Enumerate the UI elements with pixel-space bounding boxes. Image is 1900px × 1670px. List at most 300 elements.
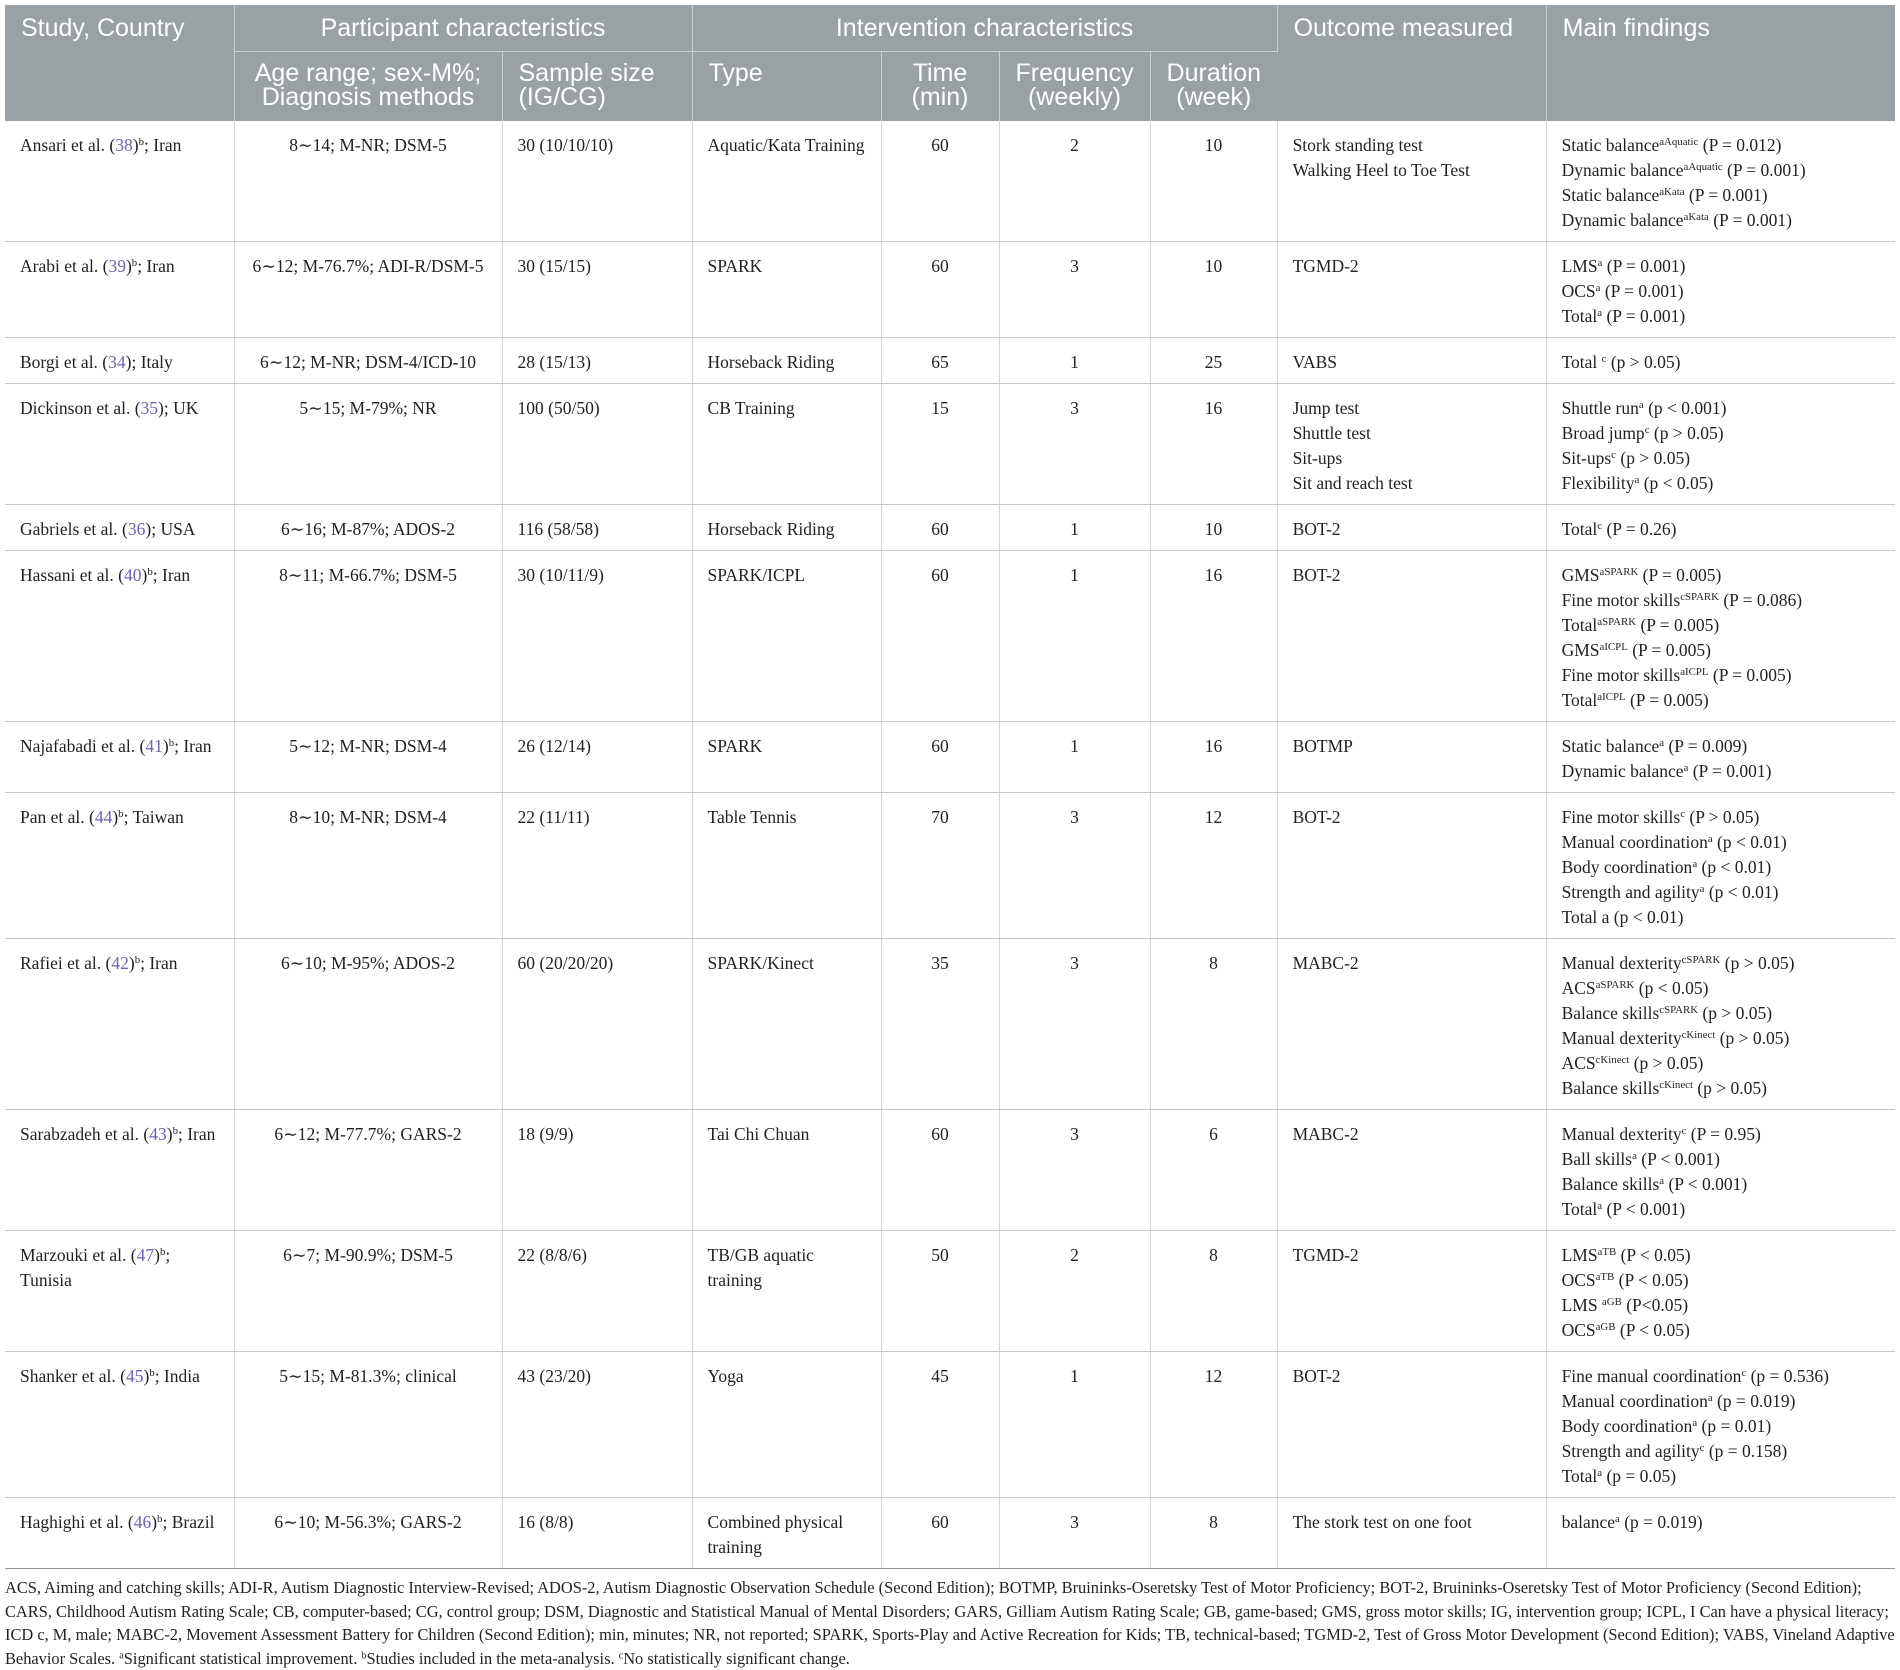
finding-line [1562,563,1881,588]
finding-note-mark: aICPL [1599,641,1628,654]
outcome-line: VABS [1292,352,1337,372]
finding-p-value: (P > 0.05) [1685,807,1760,827]
finding-note-mark: aSPARK [1599,566,1639,579]
footnote-abbreviations: ACS, Aiming and catching skills; ADI-R, Autism Diagnostic Interview-Revised; ADOS-2, Autism Diagnostic Observation Schedule (Second Edition); BOTMP, Bruininks-Oseretsky Test of Motor Proficiency; BOT-2, Bruininks-Oseretsky Test of Motor Proficiency (Second Edition); CARS, Childhood Autism Rating Scale; CB, computer-based; CG, control group; DSM, Diagnostic and Statistical Manual of Mental Disorders; GARS, Gilliam Autism Rating Scale; GB, game-based; GMS, gross motor skills; IG, intervention group; ICPL, I Can have a physical literacy; ICD c, M, male; MABC-2, Movement Assessment Battery for Children (Second Edition); min, minutes; NR, not reported; SPARK, Sports-Play and Active Recreation for Kids; TB, technical-based; TGMD-2, Test of Gross Motor Development (Second Edition); VABS, Vineland Adaptive Behavior Scales. [5,1578,1895,1668]
finding-label: Static balance [1561,736,1660,756]
finding-p-value: (P<0.05) [1621,1295,1689,1315]
finding-label: Static balance [1561,135,1660,155]
finding-label: Dynamic balance [1561,160,1684,180]
finding-label: Total [1561,306,1598,326]
table-row [5,1352,1895,1498]
finding-label: Fine motor skills [1561,665,1681,685]
finding-p-value: (P = 0.001) [1602,306,1686,326]
finding-line [1562,588,1881,613]
intervention-type-cell: Table Tennis [692,793,881,939]
finding-line [1562,951,1881,976]
sample-size-cell: 30 (15/15) [502,242,692,338]
age-sex-diagnosis-cell: 6∼10; M-95%; ADOS-2 [234,939,502,1110]
table-row [5,1231,1895,1352]
age-sex-diagnosis-cell: 5∼12; M-NR; DSM-4 [234,722,502,793]
finding-note-mark: a [1597,257,1603,270]
finding-line [1562,396,1881,421]
finding-line [1562,1147,1881,1172]
finding-note-mark: aGB [1601,1296,1622,1309]
finding-note-mark: aAquatic [1659,136,1699,149]
study-cell: Najafabadi et al. $(41)^b$; Iran [5,722,234,793]
duration-cell: 10 [1150,121,1277,242]
header-sample-size: Sample size (IG/CG) [502,51,692,121]
time-cell: 65 [881,338,999,384]
finding-line [1562,471,1881,496]
frequency-cell: 2 [999,121,1150,242]
table-header [5,5,1895,121]
finding-label: LMS [1561,1245,1598,1265]
finding-line [1562,1364,1881,1389]
findings-cell [1546,551,1895,722]
finding-line [1562,1026,1881,1051]
header-participant-characteristics: Participant characteristics [234,5,692,51]
sample-size-cell: 16 (8/8) [502,1498,692,1569]
finding-p-value: (p = 0.019) [1712,1391,1796,1411]
study-note-mark: b [138,136,144,149]
table-row [5,121,1895,242]
finding-p-value: (P = 0.005) [1625,690,1709,710]
finding-p-value: (P = 0.001) [1688,761,1772,781]
frequency-cell: 1 [999,338,1150,384]
finding-line [1562,208,1881,233]
finding-p-value: (P < 0.001) [1636,1149,1720,1169]
duration-cell: 12 [1150,1352,1277,1498]
finding-p-value: (p = 0.01) [1697,1416,1772,1436]
finding-note-mark: a [1597,307,1603,320]
header-age-sex-diagnosis: Age range; sex-M%; Diagnosis methods [234,51,502,121]
finding-p-value: (P = 0.005) [1627,640,1711,660]
finding-label: ACS [1561,978,1596,998]
finding-p-value: (P = 0.95) [1686,1124,1761,1144]
finding-note-mark: aTB [1595,1271,1615,1284]
time-cell: 15 [881,384,999,505]
intervention-type-cell: Yoga [692,1352,881,1498]
finding-label: Balance skills [1561,1078,1660,1098]
findings-cell [1546,242,1895,338]
finding-note-mark: c [1681,1125,1687,1138]
time-cell: 60 [881,121,999,242]
outcome-cell [1277,1498,1546,1569]
finding-p-value: (p > 0.05) [1720,953,1795,973]
time-cell: 60 [881,242,999,338]
outcome-line: MABC-2 [1292,1124,1359,1144]
study-country: ; India [154,1366,200,1386]
finding-line [1562,446,1881,471]
table-row [5,793,1895,939]
time-cell: 60 [881,1498,999,1569]
finding-label: OCS [1561,1320,1596,1340]
age-sex-diagnosis-cell: 5∼15; M-81.3%; clinical [234,1352,502,1498]
study-note-mark: b [157,1513,163,1526]
reference-link[interactable]: 42 [111,953,129,973]
outcome-line: The stork test on one foot [1292,1512,1472,1532]
table-row [5,939,1895,1110]
finding-line [1562,421,1881,446]
duration-cell: 25 [1150,338,1277,384]
reference-link[interactable]: 47 [136,1245,155,1265]
finding-label: Total [1561,1466,1598,1486]
study-cell: Gabriels et al. (36); USA [5,505,234,551]
frequency-cell: 3 [999,242,1150,338]
finding-p-value: (P = 0.001) [1722,160,1806,180]
finding-line [1562,1439,1881,1464]
study-cell: Shanker et al. $(45)^b$; India [5,1352,234,1498]
outcome-cell [1277,1352,1546,1498]
finding-p-value: (P = 0.005) [1708,665,1792,685]
table-body [5,121,1895,1569]
outcome-line: Stork standing test [1292,135,1423,155]
outcome-cell [1277,384,1546,505]
time-cell: 60 [881,551,999,722]
age-sex-diagnosis-cell: 6∼12; M-76.7%; ADI-R/DSM-5 [234,242,502,338]
intervention-type-cell: Aquatic/Kata Training [692,121,881,242]
study-author: Borgi et al. ( [20,352,109,372]
finding-note-mark: a [1615,1513,1620,1526]
finding-label: Fine manual coordination [1561,1366,1742,1386]
finding-label: Sit-ups [1561,448,1612,468]
finding-p-value: (P = 0.005) [1638,565,1722,585]
table-row [5,551,1895,722]
outcome-line: BOT-2 [1292,565,1341,585]
finding-label: Manual coordination [1561,1391,1708,1411]
header-outcome-measured: Outcome measured [1277,5,1546,121]
reference-link[interactable]: 40 [124,565,142,585]
study-author: Pan et al. ( [20,807,95,827]
finding-note-mark: a [1707,1392,1713,1405]
study-cell: Pan et al. $(44)^b$; Taiwan [5,793,234,939]
finding-note-mark: aSPARK [1595,979,1635,992]
intervention-type-cell: SPARK [692,242,881,338]
finding-label: Dynamic balance [1561,210,1684,230]
frequency-cell: 1 [999,722,1150,793]
time-cell: 45 [881,1352,999,1498]
finding-note-mark: a [1659,737,1665,750]
study-note-mark: b [168,737,175,750]
finding-note-mark: a [1707,833,1713,846]
finding-label: Body coordination [1561,1416,1693,1436]
intervention-type-cell: TB/GB aquatic training [692,1231,881,1352]
study-note-mark: b [147,566,153,579]
duration-cell: 16 [1150,551,1277,722]
outcome-line: Walking Heel to Toe Test [1292,160,1470,180]
table-row [5,722,1895,793]
finding-note-mark: a [1659,1175,1665,1188]
finding-line [1562,254,1881,279]
header-duration: Duration (week) [1150,51,1277,121]
outcome-line: BOT-2 [1292,519,1341,539]
finding-note-mark: cSPARK [1681,954,1721,967]
finding-label: Shuttle run [1561,398,1639,418]
frequency-cell: 1 [999,505,1150,551]
outcome-line: Shuttle test [1292,423,1371,443]
finding-line [1562,1389,1881,1414]
header-type: Type [692,51,881,121]
finding-note-mark: a [1597,1467,1603,1480]
duration-cell: 8 [1150,1498,1277,1569]
footnote-a-text: Significant statistical improvement. [123,1648,358,1668]
finding-note-mark: cKinect [1595,1054,1630,1067]
study-note-mark: b [134,954,141,967]
finding-line [1562,880,1881,905]
duration-cell: 10 [1150,242,1277,338]
time-cell: 60 [881,722,999,793]
finding-line [1562,1243,1881,1268]
reference-link[interactable]: 39 [108,256,126,276]
time-cell: 70 [881,793,999,939]
reference-link[interactable]: 46 [133,1512,152,1532]
finding-label: Strength and agility [1561,1441,1700,1461]
sample-size-cell: 26 (12/14) [502,722,692,793]
finding-note-mark: cSPARK [1659,1004,1699,1017]
study-cell: Haghighi et al. $(46)^b$; Brazil [5,1498,234,1569]
sample-size-cell: 22 (11/11) [502,793,692,939]
finding-note-mark: c [1644,424,1650,437]
duration-cell: 8 [1150,939,1277,1110]
outcome-line: MABC-2 [1292,953,1359,973]
finding-line [1562,976,1881,1001]
reference-link[interactable]: 36 [127,519,146,539]
intervention-type-cell: CB Training [692,384,881,505]
findings-cell [1546,1352,1895,1498]
finding-note-mark: a [1699,883,1705,896]
finding-note-mark: cSPARK [1680,591,1719,604]
finding-label: Dynamic balance [1561,761,1684,781]
table-container [5,5,1895,1670]
study-note-mark: b [159,1246,166,1259]
finding-line [1562,1001,1881,1026]
time-cell: 35 [881,939,999,1110]
frequency-cell: 3 [999,1110,1150,1231]
finding-p-value: (p > 0.05) [1616,448,1691,468]
outcome-line: BOT-2 [1292,807,1341,827]
finding-label: OCS [1561,281,1596,301]
finding-p-value: (p < 0.01) [1704,882,1779,902]
finding-label: Manual dexterity [1561,1124,1682,1144]
duration-cell: 16 [1150,384,1277,505]
finding-p-value: (p < 0.05) [1639,473,1714,493]
finding-note-mark: a [1638,399,1644,412]
finding-p-value: (p = 0.019) [1619,1512,1703,1532]
finding-p-value: (p > 0.05) [1606,352,1681,372]
reference-link[interactable]: 34 [108,352,126,372]
finding-note-mark: c [1601,353,1607,366]
finding-line [1562,1172,1881,1197]
intervention-type-cell: Combined physical training [692,1498,881,1569]
finding-label: Static balance [1561,185,1660,205]
finding-line [1562,279,1881,304]
finding-p-value: (P < 0.001) [1602,1199,1686,1219]
finding-label: balance [1561,1512,1615,1532]
table-row [5,1498,1895,1569]
table-row [5,242,1895,338]
finding-note-mark: a [1692,858,1698,871]
duration-cell: 16 [1150,722,1277,793]
reference-link[interactable]: 41 [145,736,163,756]
time-cell: 50 [881,1231,999,1352]
age-sex-diagnosis-cell: 6∼10; M-56.3%; GARS-2 [234,1498,502,1569]
finding-label: Flexibility [1561,473,1635,493]
outcome-line: TGMD-2 [1292,256,1359,276]
findings-cell [1546,939,1895,1110]
finding-note-mark: a [1597,1200,1603,1213]
finding-line [1562,1464,1881,1489]
finding-line [1562,830,1881,855]
finding-label: Balance skills [1561,1003,1660,1023]
outcome-line: TGMD-2 [1292,1245,1359,1265]
age-sex-diagnosis-cell: 8∼11; M-66.7%; DSM-5 [234,551,502,722]
study-author: Hassani et al. ( [20,565,124,585]
finding-p-value: (p > 0.05) [1698,1003,1773,1023]
finding-note-mark: aICPL [1597,691,1626,704]
age-sex-diagnosis-cell: 6∼7; M-90.9%; DSM-5 [234,1231,502,1352]
finding-line [1562,1293,1881,1318]
footnote-a-mark: a [119,1649,124,1661]
finding-note-mark: c [1611,449,1616,462]
sample-size-cell: 100 (50/50) [502,384,692,505]
duration-cell: 12 [1150,793,1277,939]
header-intervention-characteristics: Intervention characteristics [692,5,1277,51]
reference-link[interactable]: 44 [94,807,113,827]
header-frequency: Frequency (weekly) [999,51,1150,121]
finding-label: Total [1561,615,1598,635]
findings-cell [1546,722,1895,793]
outcome-line: Jump test [1292,398,1360,418]
intervention-type-cell: Tai Chi Chuan [692,1110,881,1231]
finding-label: LMS [1561,256,1598,276]
reference-link[interactable]: 38 [115,135,133,155]
finding-note-mark: cKinect [1659,1079,1693,1092]
study-note-mark: b [118,808,124,821]
study-author: Gabriels et al. ( [20,519,128,539]
finding-line [1562,1510,1881,1535]
table-row [5,338,1895,384]
study-country: ; Iran [137,256,175,276]
study-author: Shanker et al. ( [20,1366,126,1386]
study-country: ; Tunisia [20,1245,171,1290]
finding-label: Total [1561,690,1598,710]
finding-note-mark: aTB [1597,1246,1617,1259]
outcome-cell [1277,722,1546,793]
study-country: ; Iran [174,736,212,756]
findings-cell [1546,121,1895,242]
duration-cell: 6 [1150,1110,1277,1231]
finding-p-value: (p = 0.05) [1602,1466,1677,1486]
reference-link[interactable]: 45 [125,1366,144,1386]
finding-p-value: (P = 0.001) [1600,281,1684,301]
time-cell: 60 [881,1110,999,1231]
outcome-cell [1277,121,1546,242]
finding-label: Fine motor skills [1561,590,1681,610]
finding-label: Fine motor skills [1561,807,1681,827]
frequency-cell: 2 [999,1231,1150,1352]
findings-cell [1546,1231,1895,1352]
reference-link[interactable]: 43 [149,1124,167,1144]
study-country: ; Iran [177,1124,216,1144]
study-cell: Sarabzadeh et al. $(43)^b$; Iran [5,1110,234,1231]
study-country: ; Iran [140,953,178,973]
finding-p-value: (p < 0.05) [1634,978,1709,998]
finding-note-mark: a [1683,762,1689,775]
outcome-cell [1277,793,1546,939]
finding-p-value: (p = 0.536) [1746,1366,1829,1386]
study-cell: Borgi et al. (34); Italy [5,338,234,384]
finding-note-mark: aKata [1659,186,1685,199]
finding-note-mark: aGB [1595,1321,1616,1334]
finding-label: Total [1561,1199,1598,1219]
study-author: Rafiei et al. ( [20,953,112,973]
finding-line [1562,855,1881,880]
finding-p-value: (P < 0.05) [1616,1245,1691,1265]
finding-label: Manual dexterity [1561,1028,1682,1048]
study-country: ; Italy [131,352,173,372]
finding-line [1562,688,1881,713]
finding-p-value: (P = 0.005) [1636,615,1720,635]
finding-line [1562,1051,1881,1076]
finding-p-value: (P = 0.009) [1664,736,1748,756]
finding-note-mark: aICPL [1680,666,1709,679]
finding-note-mark: a [1634,474,1640,487]
finding-line [1562,734,1881,759]
finding-note-mark: aKata [1683,211,1709,224]
study-country: ; Brazil [162,1512,215,1532]
finding-p-value: (P = 0.012) [1698,135,1782,155]
finding-line [1562,1122,1881,1147]
finding-line [1562,183,1881,208]
reference-link[interactable]: 35 [140,398,159,418]
finding-p-value: (P = 0.26) [1602,519,1677,539]
sample-size-cell: 22 (8/8/6) [502,1231,692,1352]
study-country: ; Taiwan [123,807,184,827]
sample-size-cell: 18 (9/9) [502,1110,692,1231]
outcome-cell [1277,505,1546,551]
sample-size-cell: 30 (10/11/9) [502,551,692,722]
age-sex-diagnosis-cell: 6∼12; M-NR; DSM-4/ICD-10 [234,338,502,384]
finding-p-value: (P < 0.001) [1664,1174,1748,1194]
finding-label: OCS [1561,1270,1596,1290]
age-sex-diagnosis-cell: 6∼12; M-77.7%; GARS-2 [234,1110,502,1231]
sample-size-cell: 30 (10/10/10) [502,121,692,242]
outcome-line: BOTMP [1292,736,1353,756]
finding-line [1562,613,1881,638]
duration-cell: 8 [1150,1231,1277,1352]
sample-size-cell: 28 (15/13) [502,338,692,384]
finding-label: Strength and agility [1561,882,1700,902]
study-author: Sarabzadeh et al. ( [20,1124,150,1144]
findings-cell [1546,793,1895,939]
study-author: Ansari et al. ( [20,135,116,155]
finding-p-value: (P = 0.001) [1684,185,1768,205]
finding-label: ACS [1561,1053,1596,1073]
finding-p-value: (P < 0.05) [1614,1270,1689,1290]
finding-p-value: (p > 0.05) [1715,1028,1790,1048]
finding-label: Total [1561,352,1602,372]
finding-line [1562,133,1881,158]
header-study-country: Study, Country [5,5,234,121]
finding-p-value: (P = 0.001) [1708,210,1792,230]
finding-line [1562,350,1881,375]
findings-cell [1546,384,1895,505]
finding-label: Manual dexterity [1561,953,1682,973]
outcome-cell [1277,1110,1546,1231]
study-cell: Hassani et al. $(40)^b$; Iran [5,551,234,722]
finding-p-value: (p < 0.01) [1712,832,1787,852]
age-sex-diagnosis-cell: 8∼10; M-NR; DSM-4 [234,793,502,939]
